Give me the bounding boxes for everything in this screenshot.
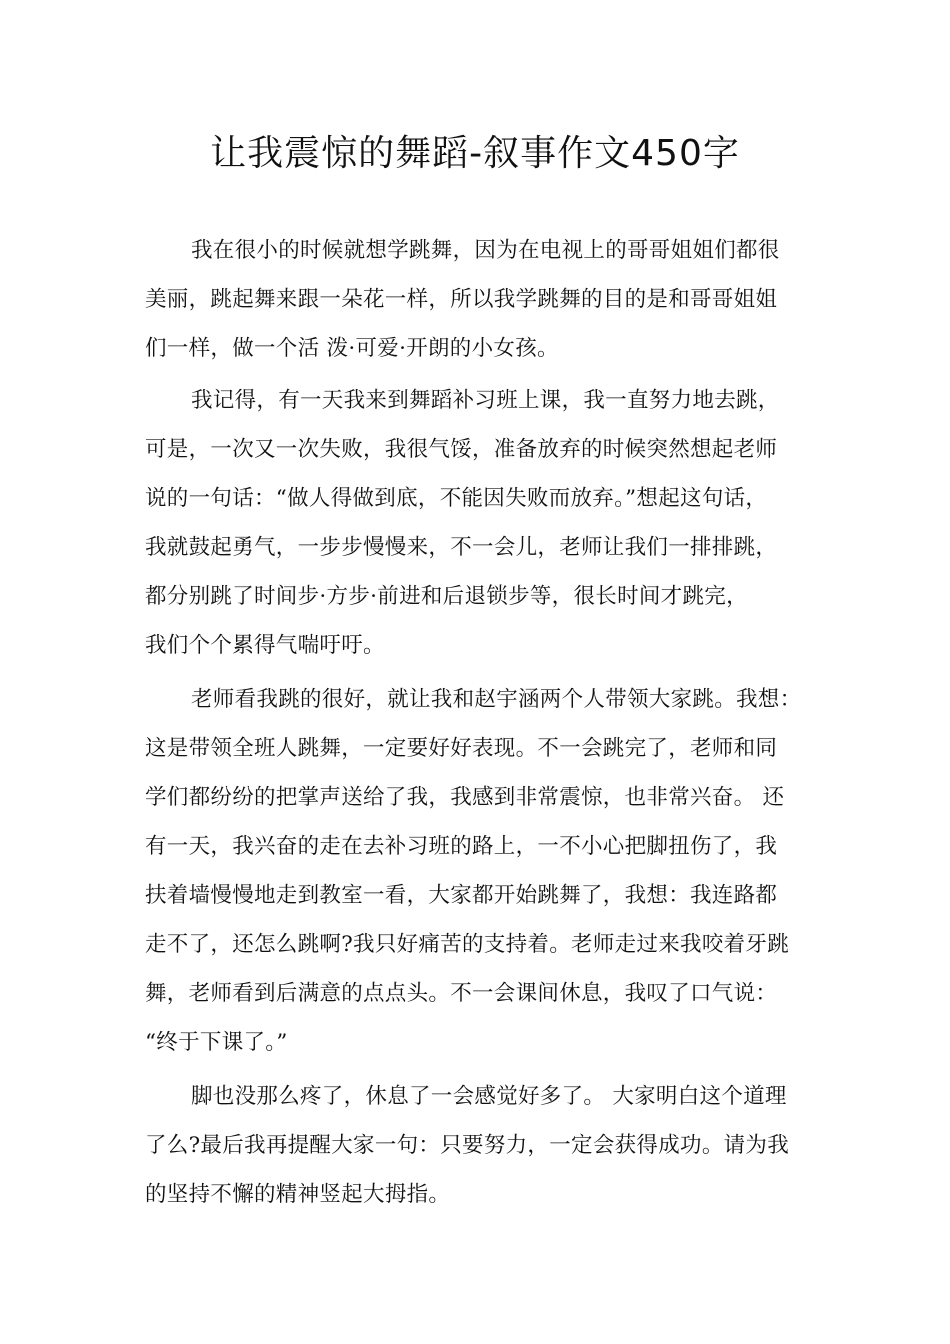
text-line: 可是，一次又一次失败，我很气馁，准备放弃的时候突然想起老师	[145, 437, 778, 462]
text-line: 我在很小的时候就想学跳舞，因为在电视上的哥哥姐姐们都很	[191, 238, 780, 263]
text-line: 们一样，做一个活 泼·可爱·开朗的小女孩。	[145, 336, 559, 361]
text-line: 脚也没那么疼了，休息了一会感觉好多了。 大家明白这个道理	[191, 1084, 787, 1109]
text-line: 这是带领全班人跳舞，一定要好好表现。不一会跳完了，老师和同	[145, 736, 778, 761]
text-line: 都分别跳了时间步·方步·前进和后退锁步等，很长时间才跳完，	[145, 584, 748, 609]
text-line: 我们个个累得气喘吁吁。	[145, 633, 385, 658]
text-line: 舞，老师看到后满意的点点头。不一会课间休息，我叹了口气说：	[145, 981, 778, 1006]
paragraph-2	[145, 376, 780, 670]
text-line: 扶着墙慢慢地走到教室一看，大家都开始跳舞了，我想：我连路都	[145, 883, 778, 908]
document-title: 让我震惊的舞蹈-叙事作文450字	[210, 133, 740, 174]
paragraph-4	[145, 1072, 789, 1219]
text-line: “终于下课了。”	[145, 1030, 288, 1055]
paragraph-3	[145, 675, 801, 1067]
text-line: 我记得，有一天我来到舞蹈补习班上课，我一直努力地去跳，	[191, 388, 780, 413]
text-line: 美丽，跳起舞来跟一朵花一样，所以我学跳舞的目的是和哥哥姐姐	[145, 287, 778, 312]
text-line: 了么?最后我再提醒大家一句：只要努力，一定会获得成功。请为我	[145, 1133, 790, 1158]
text-line: 的坚持不懈的精神竖起大拇指。	[145, 1182, 451, 1207]
text-line: 老师看我跳的很好，就让我和赵宇涵两个人带领大家跳。我想：	[191, 687, 802, 712]
text-line: 说的一句话：“做人得做到底，不能因失败而放弃。”想起这句话，	[145, 486, 768, 511]
paragraph-1	[145, 226, 780, 373]
text-line: 走不了，还怎么跳啊?我只好痛苦的支持着。老师走过来我咬着牙跳	[145, 932, 790, 957]
text-line: 我就鼓起勇气，一步步慢慢来，不一会儿，老师让我们一排排跳，	[145, 535, 778, 560]
text-line: 学们都纷纷的把掌声送给了我，我感到非常震惊，也非常兴奋。 还	[145, 785, 785, 810]
text-line: 有一天，我兴奋的走在去补习班的路上，一不小心把脚扭伤了，我	[145, 834, 778, 859]
